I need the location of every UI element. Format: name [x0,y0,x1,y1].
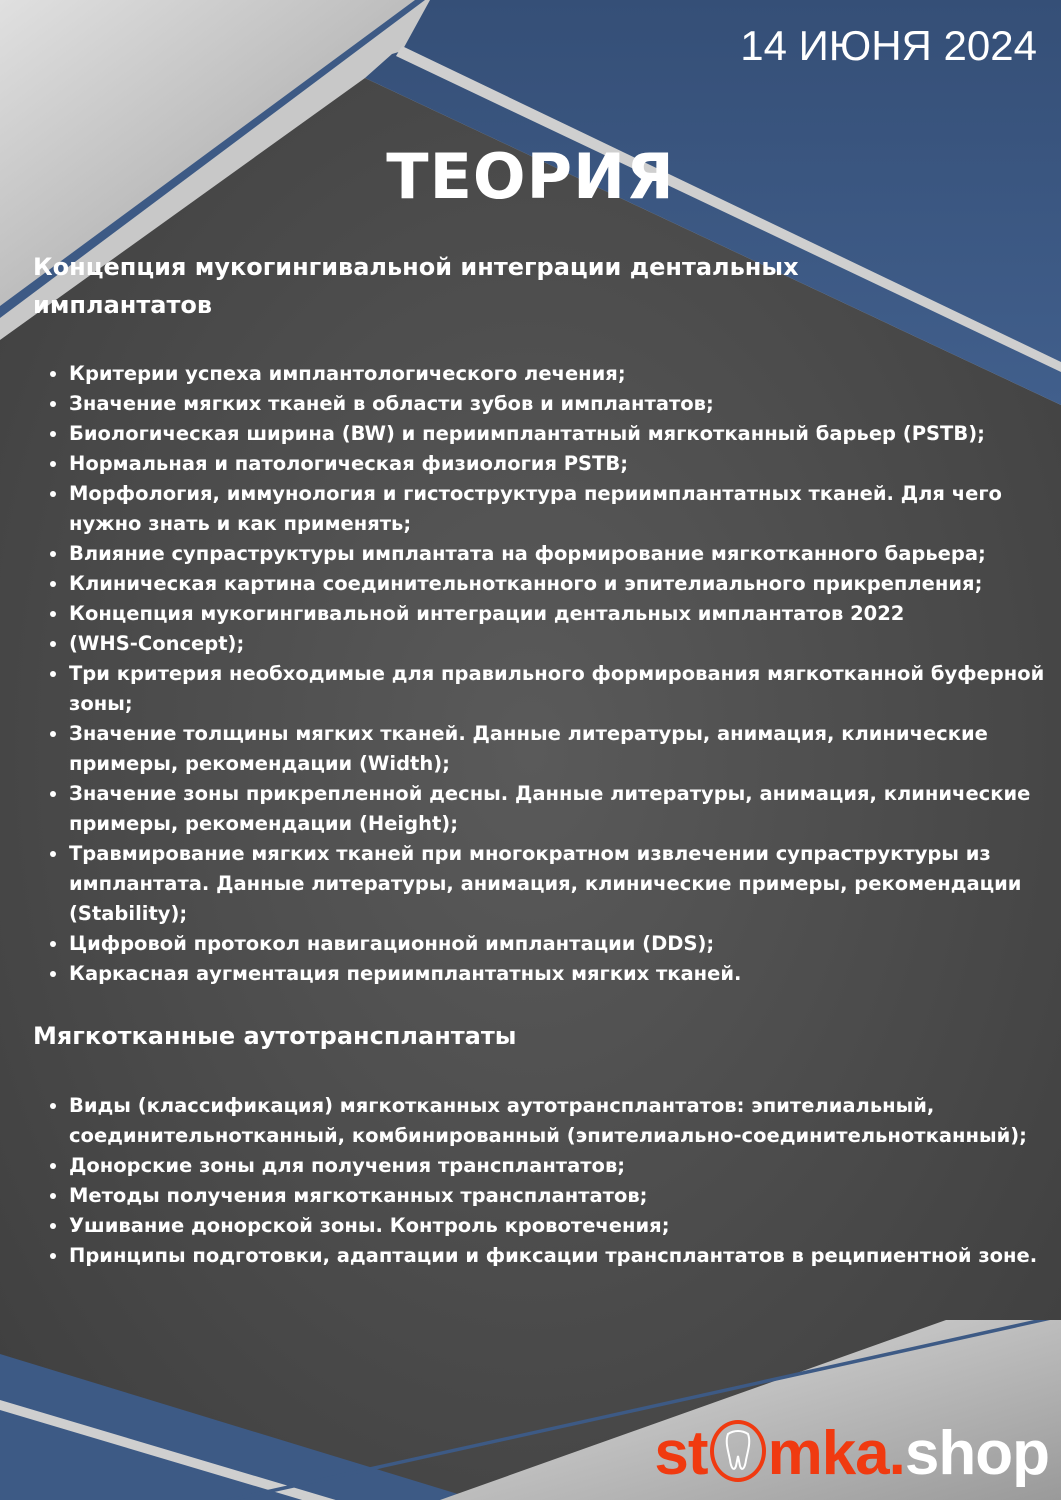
list-item: • Ушивание донорской зоны. Контроль кровотечения; [69,1211,1061,1241]
section-2-list [45,1091,1061,1271]
section-1-list [45,359,1061,989]
list-item: • (WHS-Concept); [69,629,1061,659]
list-item: • Нормальная и патологическая физиология PSTB; [69,449,1061,479]
logo-text-st: st [654,1419,708,1488]
logo-text-mka: mka. [767,1419,905,1488]
list-item: • Донорские зоны для получения трансплантатов; [69,1151,1061,1181]
list-item: • Цифровой протокол навигационной имплантации (DDS); [69,929,1061,959]
list-item: • Принципы подготовки, адаптации и фиксации трансплантатов в реципиентной зоне. [69,1241,1061,1271]
list-item: • Виды (классификация) мягкотканных аутотрансплантатов: эпителиальный, соединительнотканный, комбинированный (эпителиально-соединительнотканный); [69,1091,1061,1151]
stomka-logo [654,1418,1049,1489]
list-item: • Травмирование мягких тканей при многократном извлечении супраструктуры из имплантата. Данные литературы, анимация, клинические примеры, рекомендации (Stability); [69,839,1061,929]
list-item: • Значение зоны прикрепленной десны. Данные литературы, анимация, клинические примеры, рекомендации (Height); [69,779,1061,839]
list-item: • Морфология, иммунология и гистоструктура периимплантатных тканей. Для чего нужно знать и как применять; [69,479,1061,539]
logo-text-shop: shop [904,1419,1049,1488]
list-item: • Три критерия необходимые для правильного формирования мягкотканной буферной зоны; [69,659,1061,719]
list-item: • Биологическая ширина (BW) и периимплантатный мягкотканный барьер (PSTB); [69,419,1061,449]
list-item: • Значение мягких тканей в области зубов и имплантатов; [69,389,1061,419]
list-item: • Методы получения мягкотканных трансплантатов; [69,1181,1061,1211]
list-item: • Каркасная аугментация периимплантатных мягких тканей. [69,959,1061,989]
list-item: • Критерии успеха имплантологического лечения; [69,359,1061,389]
tooth-icon [710,1420,766,1482]
list-item: • Влияние супраструктуры имплантата на формирование мягкотканного барьера; [69,539,1061,569]
event-date: 14 ИЮНЯ 2024 [740,22,1037,69]
section-title-2: Мягкотканные аутотрансплантаты [33,1022,517,1050]
section-title-1: Концепция мукогингивальной интеграции дентальных имплантатов [33,253,799,319]
page-title: ТЕОРИЯ [386,140,675,213]
list-item: • Концепция мукогингивальной интеграции дентальных имплантатов 2022 [69,599,1061,629]
list-item: • Клиническая картина соединительнотканного и эпителиального прикрепления; [69,569,1061,599]
list-item: • Значение толщины мягких тканей. Данные литературы, анимация, клинические примеры, рекомендации (Width); [69,719,1061,779]
